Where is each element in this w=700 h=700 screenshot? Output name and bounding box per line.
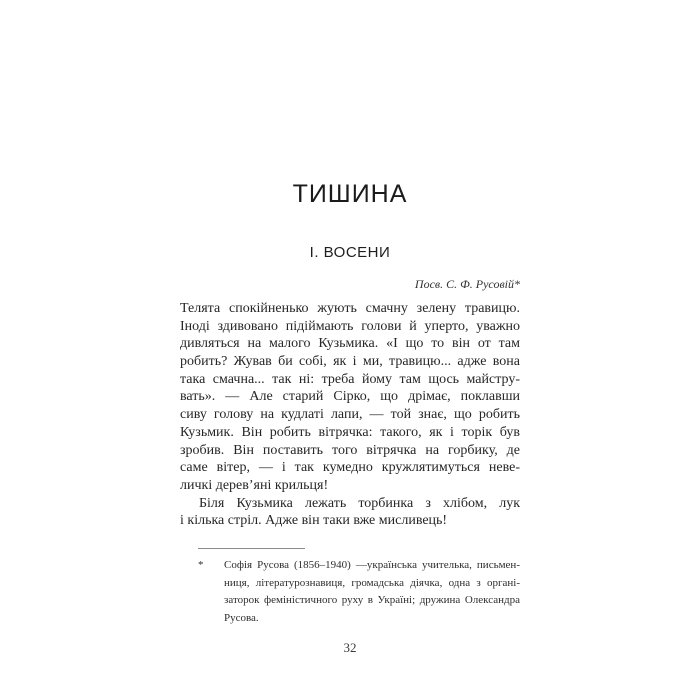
footnote-separator-rule bbox=[198, 548, 305, 549]
body-line: личкі дерев’яні крильця! bbox=[180, 477, 329, 493]
body-line: така смачна... так ні: треба йому там щось майстру- bbox=[180, 371, 520, 387]
body-line: Кузьмик. Він робить вітрячка: такого, як і торік був bbox=[180, 424, 520, 440]
footnote-line: заторок феміністичного руху в Україні; дружина Олександра bbox=[224, 594, 520, 607]
body-line: Телята спокійненько жують смачну зелену травицю. bbox=[180, 301, 520, 316]
body-line: дивляться на малого Кузьмика. «І що то він от там bbox=[180, 336, 520, 352]
page-number: 32 bbox=[343, 640, 357, 655]
body-line: сиву голову на кудлаті лапи, — той знає, що робить bbox=[180, 407, 520, 423]
body-line: і кілька стріл. Адже він таки вже мисливець! bbox=[180, 513, 448, 529]
body-line: Біля Кузьмика лежать торбинка з хлібом, лук bbox=[199, 495, 520, 511]
footnote-text bbox=[224, 557, 520, 627]
chapter-title: ТИШИНА bbox=[292, 180, 408, 208]
footnote-marker: * bbox=[198, 559, 204, 571]
body-line: робить? Жував би собі, як і ми, травицю... адже вона bbox=[180, 354, 520, 370]
footnote-line: Софія Русова (1856–1940) —українська учителька, письмен- bbox=[224, 559, 520, 571]
body-line: саме вітер, — і так кумедно кружлятимуться неве- bbox=[180, 460, 520, 476]
dedication: Посв. С. Ф. Русовій* bbox=[414, 277, 520, 291]
paragraph bbox=[180, 300, 520, 495]
body-text bbox=[180, 300, 520, 530]
paragraph bbox=[180, 495, 520, 530]
footnote-line: Русова. bbox=[224, 611, 259, 624]
footnote bbox=[197, 557, 520, 627]
body-line: зробив. Він поставить того вітрячка на горбику, де bbox=[180, 442, 520, 458]
section-heading: І. ВОСЕНИ bbox=[309, 244, 391, 261]
body-line: Іноді здивовано підіймають голови й уперто, уважно bbox=[180, 318, 520, 334]
body-line: вать». — Але старий Сірко, що дрімає, поклавши bbox=[180, 389, 520, 405]
footnote-line: ниця, літературознавиця, громадська діячка, одна з органі- bbox=[224, 576, 520, 589]
